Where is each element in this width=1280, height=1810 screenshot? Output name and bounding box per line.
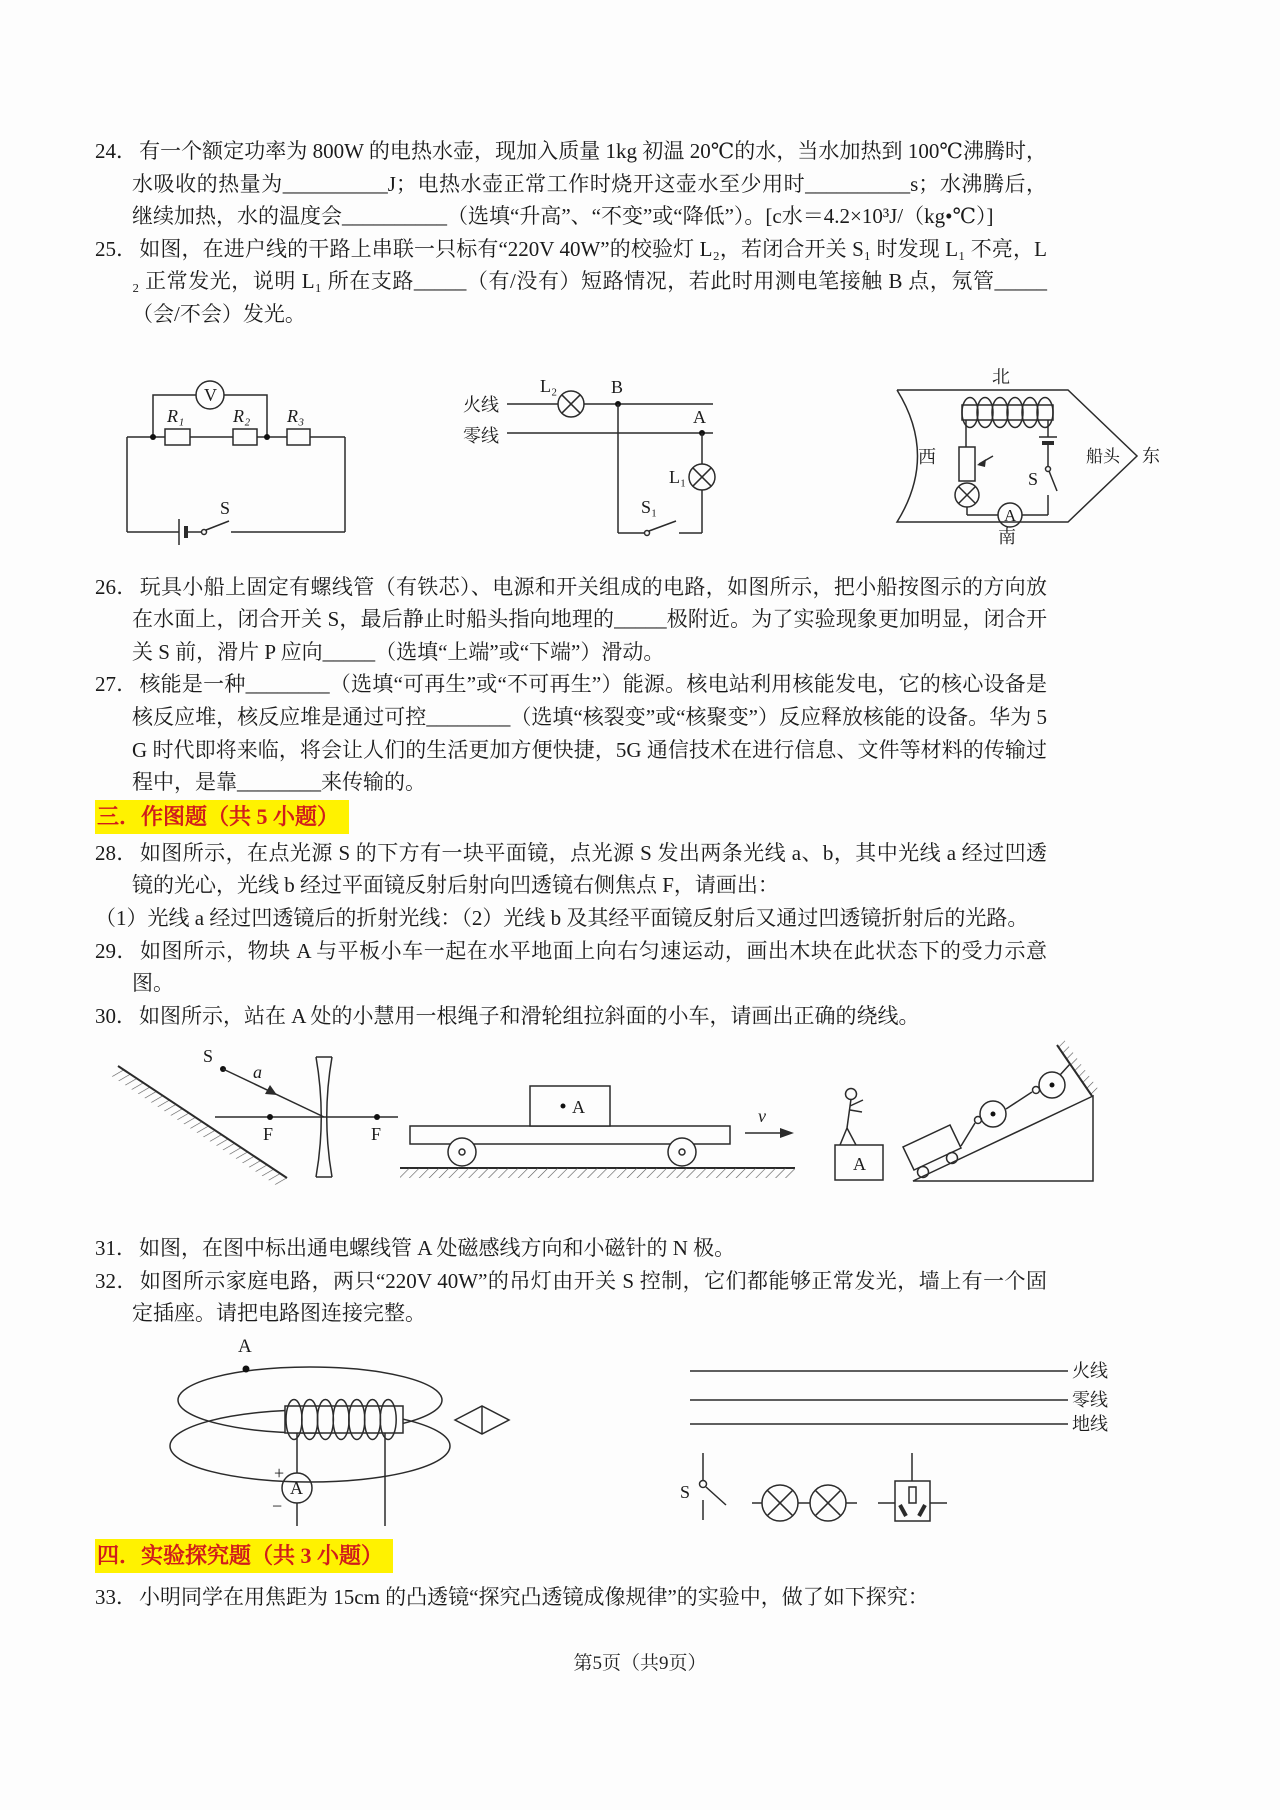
switch-s1-symbol [641,497,676,536]
circuit-wires [127,437,345,532]
focus-left-label: F [263,1124,274,1145]
direction-east-label: 东 [1142,445,1160,466]
plane-mirror [111,1066,287,1188]
bow-label: 船头 [1086,446,1120,466]
boat-battery-and-switch [1028,420,1057,515]
question-30-text: 如图所示，站在 A 处的小慧用一根绳子和滑轮组拉斜面的小车，请画出正确的绕线。 [139,1003,920,1028]
lamp-l2-label: L₂ [540,375,558,396]
plus-terminal-label: + [274,1463,285,1484]
section-four-row [95,1539,1047,1575]
question-27 [95,668,1047,798]
ray-a [223,1062,324,1117]
mirror-lens-diagram [105,1048,395,1196]
incline-surface [913,1096,1093,1181]
branch-wires [618,404,702,533]
check-lamp-circuit-diagram [455,375,770,548]
question-30-number: 30． [95,1003,137,1028]
ground-wire-line [690,1414,1108,1434]
neutral-wire-line [690,1390,1108,1410]
source-s-label: S [203,1046,214,1067]
point-a-label: A [693,406,706,427]
lamp-l2-symbol [540,376,584,417]
stand-block-a [835,1145,883,1180]
diagram-row-2 [95,1032,1047,1232]
lamp-l1-label: L₁ [669,466,687,487]
block-on-cart-diagram [400,1078,800,1182]
resistor-r2-label: R₂ [233,405,251,426]
block-a-label: A [572,1097,585,1118]
stand-block-a-label: A [853,1154,866,1175]
neutral-wire [463,426,713,446]
question-28-subparts-text: （1）光线 a 经过凹透镜后的折射光线：（2）光线 b 及其经平面镜反射后又通过凹透镜折射后的光路。 [95,905,1029,930]
question-31-text: 如图，在图中标出通电螺线管 A 处磁感线方向和小磁针的 N 极。 [139,1236,736,1261]
question-32-number: 32． [95,1268,138,1293]
resistor-r1 [165,406,190,445]
question-28-subparts [95,902,1047,935]
question-33 [95,1581,1047,1614]
household-ground-label: 地线 [1072,1414,1108,1435]
voltmeter-label: V [204,384,217,405]
question-25 [95,233,1047,331]
page-footer: 第5页（共9页） [573,1653,707,1674]
focus-right-label: F [371,1124,382,1145]
wall-switch-label: S [680,1482,691,1503]
resistor-r3-label: R₃ [287,405,305,426]
question-24-number: 24． [95,139,138,163]
point-b [611,377,623,407]
question-27-number: 27． [95,672,138,697]
question-27-text: 核能是一种________（选填“可再生”或“不可再生”）能源。核电站利用核能发电，它的核心设备是核反应堆，核反应堆是通过可控________（选填“核裂变”或“核聚变”）反应释放核能的设备。华为 5G 时代即将来临，将会让人们的生活更加方便快捷，5G 通信技术在进行信息、文件等材料的传输过程中，是靠________来传输的。 [132,672,1047,795]
resistor-r2 [232,406,257,445]
question-28 [95,837,1047,902]
question-28-text: 如图所示，在点光源 S 的下方有一块平面镜，点光源 S 发出两条光线 a、b，其中光线 a 经过凹透镜的光心，光线 b 经过平面镜反射后射向凹透镜右侧焦点 F，请画出： [132,840,1048,898]
person-figure [840,1089,863,1146]
solenoid-ammeter-label: A [290,1478,303,1499]
question-26-number: 26． [95,574,138,599]
battery-symbol [179,519,186,545]
boat-compass-diagram [880,355,1175,560]
pulley-2 [1006,1064,1070,1109]
solenoid-field-diagram [160,1338,520,1530]
solenoid-point-a-label: A [238,1336,252,1358]
point-b-label: B [611,376,624,397]
live-wire-line [690,1361,1108,1381]
question-25-text: 如图，在进户线的干路上串联一只标有“220V 40W”的校验灯 L₂，若闭合开关 S₁ 时发现 L₁ 不亮，L₂ 正常发光，说明 L₁ 所在支路_____（有/没有）短路情况，若此时用测电笔接触 B 点，氖管_____（会/不会）发光。 [132,236,1048,326]
switch-s1-label: S₁ [641,496,658,517]
compass-needle [455,1406,509,1434]
boat-ammeter-symbol [967,503,1048,527]
question-33-text: 小明同学在用焦距为 15cm 的凸透镜“探究凸透镜成像规律”的实验中，做了如下探究： [139,1585,929,1610]
ground [400,1168,795,1178]
direction-north-label: 北 [992,366,1010,387]
neutral-wire-label: 零线 [463,425,499,446]
question-26-text: 玩具小船上固定有螺线管（有铁芯）、电源和开关组成的电路，如图所示，把小船按图示的方向放在水面上，闭合开关 S，最后静止时船头指向地理的_____极附近。为了实验现象更加明显，闭合开关 S 前，滑片 P 应向_____（选填“上端”或“下端”）滑动。 [132,574,1048,664]
cart-platform [410,1126,730,1166]
question-29-text: 如图所示，物块 A 与平板小车一起在水平地面上向右匀速运动，画出木块在此状态下的受力示意图。 [132,938,1047,996]
household-neutral-label: 零线 [1072,1390,1108,1411]
ceiling-lamp-2 [798,1485,857,1521]
question-33-number: 33． [95,1585,137,1610]
resistor-r1-label: R₁ [167,405,185,426]
slope-cart [903,1125,961,1178]
direction-west-label: 西 [918,446,936,467]
question-28-number: 28． [95,840,138,865]
question-32 [95,1265,1047,1330]
question-26 [95,571,1047,669]
boat-ammeter-label: A [1004,505,1017,525]
switch-label: S [220,497,231,518]
pulley-1 [961,1101,1006,1146]
diagram-row-1 [95,331,1160,571]
boat-bulb-symbol [955,483,979,507]
question-32-text: 如图所示家庭电路，两只“220V 40W”的吊灯由开关 S 控制，它们都能够正常发光，墙上有一个固定插座。请把电路图连接完整。 [132,1268,1047,1326]
point-a [693,407,706,436]
live-wire [463,395,713,415]
boat-rheostat [959,420,993,481]
wall-switch-symbol [680,1453,726,1520]
lamp-l1-symbol [669,464,715,490]
question-31-number: 31． [95,1236,137,1261]
diagram-row-3 [95,1330,1108,1538]
ray-a-label: a [253,1062,262,1083]
question-24 [95,135,1047,233]
live-wire-label: 火线 [463,394,499,415]
light-source-s [203,1046,226,1072]
section-three-header: 三．作图题（共 5 小题） [95,800,349,834]
focus-right [371,1114,381,1144]
direction-south-label: 南 [998,526,1016,547]
wall-socket-symbol [878,1453,947,1521]
wall-anchor [1057,1040,1099,1096]
focus-left [263,1114,273,1144]
resistor-r3 [286,406,310,445]
boat-solenoid [962,397,1053,427]
section-three-row [95,800,1047,836]
question-25-number: 25． [95,236,138,261]
household-live-label: 火线 [1072,1361,1108,1382]
section-four-header: 四．实验探究题（共 3 小题） [95,1539,393,1573]
velocity-label: v [758,1106,766,1127]
question-30 [95,1000,1047,1033]
series-circuit-diagram [115,380,350,572]
household-circuit-diagram [640,1358,1160,1536]
question-29 [95,935,1047,1000]
page-content [95,135,1160,1614]
switch-symbol [202,498,231,535]
ceiling-lamp-1 [752,1485,798,1521]
question-29-number: 29． [95,938,139,963]
question-31 [95,1232,1047,1265]
solenoid-ammeter [272,1463,312,1516]
minus-terminal-label: − [272,1496,283,1517]
question-24-text: 有一个额定功率为 800W 的电热水壶，现加入质量 1kg 初温 20℃的水，当水加热到 100℃沸腾时，水吸收的热量为__________J；电热水壶正常工作时烧开这壶水至少用时__________s；水沸腾后，继续加热，水的温度会__________（选填“升高”、“不变”或“降低”）。[c水＝4.2×10³J/（kg•℃）] [132,139,1048,229]
boat-switch-label: S [1028,468,1039,489]
incline-pulley-diagram [810,1038,1105,1190]
point-a-marker [238,1336,252,1373]
velocity-arrow [745,1106,794,1138]
block-a [530,1086,610,1126]
